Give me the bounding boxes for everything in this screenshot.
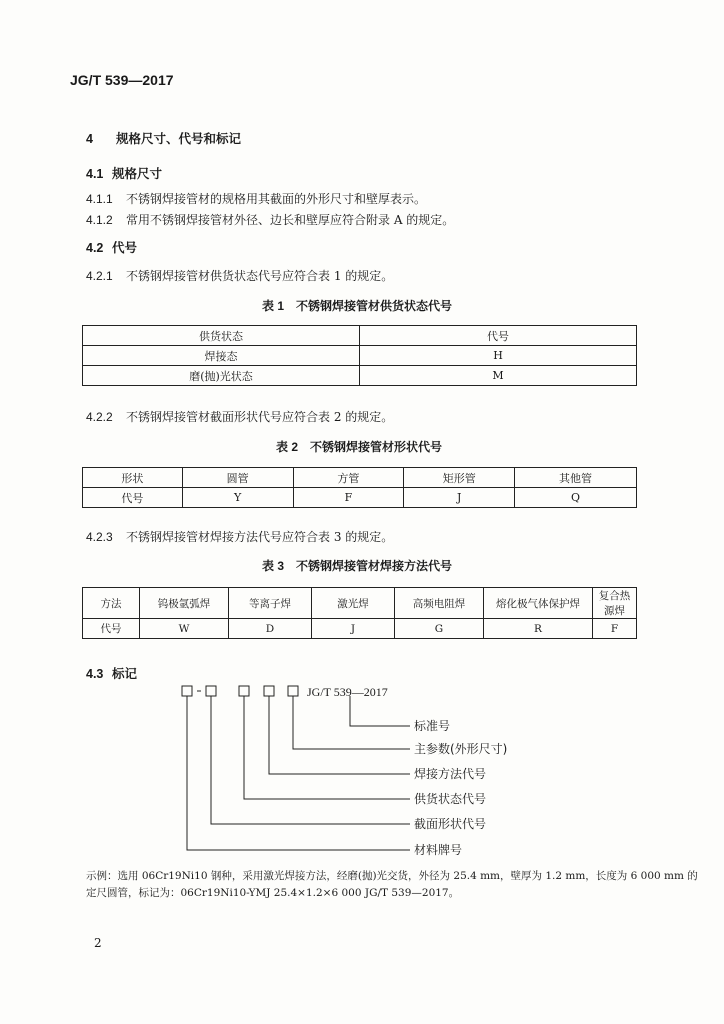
standard-code-header: JG/T 539—2017 (70, 72, 174, 88)
table-cell: F (593, 619, 637, 639)
table-3-caption: 表 3 不锈钢焊接管材焊接方法代号 (262, 559, 453, 573)
section-title: 规格尺寸 (112, 167, 163, 181)
leader-material-grade (187, 696, 410, 850)
paragraph-number: 4.2.1 (86, 269, 113, 283)
table-cell: 代号 (83, 488, 183, 508)
paragraph-4-1-2 (86, 211, 454, 228)
section-title: 规格尺寸、代号和标记 (116, 132, 242, 146)
table-row (83, 488, 637, 508)
marking-label: 主参数(外形尺寸) (414, 742, 508, 756)
table-cell: J (404, 488, 515, 508)
table-cell: 代号 (83, 619, 140, 639)
leader-main-parameter (293, 696, 410, 749)
table-cell: D (229, 619, 312, 639)
section-4-1-heading (86, 164, 162, 182)
table-row (83, 588, 637, 619)
paragraph-4-2-3 (86, 528, 393, 545)
table-cell: M (360, 366, 637, 386)
section-4-3-heading (86, 664, 137, 682)
table-header-cell: 熔化极气体保护焊 (484, 588, 593, 619)
leader-section-shape (211, 696, 410, 824)
section-number: 4.2 (86, 241, 104, 255)
table-header-cell: 方法 (83, 588, 140, 619)
paragraph-4-2-1 (86, 267, 393, 284)
material-grade-box (182, 686, 192, 696)
section-title: 标记 (112, 667, 138, 681)
table-header-cell: 代号 (360, 326, 637, 346)
paragraph-text: 不锈钢焊接管材截面形状代号应符合表 2 的规定。 (126, 410, 394, 424)
table-header-cell: 激光焊 (312, 588, 395, 619)
marking-label: 截面形状代号 (414, 817, 487, 831)
table-cell: G (395, 619, 484, 639)
table-row (83, 468, 637, 488)
table-cell: 磨(抛)光状态 (83, 366, 360, 386)
page-number: 2 (94, 936, 102, 950)
table-header-cell: 圆管 (182, 468, 293, 488)
table-row (83, 366, 637, 386)
section-shape-box (206, 686, 216, 696)
table-3 (82, 587, 637, 639)
section-number: 4.3 (86, 667, 104, 681)
table-cell: 焊接态 (83, 346, 360, 366)
table-row (83, 326, 637, 346)
table-cell: R (484, 619, 593, 639)
marking-label: 材料牌号 (414, 843, 463, 857)
marking-standard-code: JG/T 539—2017 (307, 685, 388, 699)
table-cell: H (360, 346, 637, 366)
paragraph-text: 常用不锈钢焊接管材外径、边长和壁厚应符合附录 A 的规定。 (126, 213, 455, 227)
paragraph-text: 不锈钢焊接管材的规格用其截面的外形尺寸和壁厚表示。 (126, 192, 427, 206)
table-cell: J (312, 619, 395, 639)
section-4-2-heading (86, 238, 137, 256)
table-row (83, 346, 637, 366)
section-number: 4.1 (86, 167, 104, 181)
marking-label: 焊接方法代号 (414, 767, 487, 781)
marking-diagram (180, 680, 540, 865)
main-parameter-box (288, 686, 298, 696)
table-cell: Q (515, 488, 637, 508)
leader-standard (350, 696, 410, 726)
section-4-heading (86, 129, 241, 147)
paragraph-number: 4.2.3 (86, 530, 113, 544)
section-title: 代号 (112, 241, 138, 255)
paragraph-text: 不锈钢焊接管材焊接方法代号应符合表 3 的规定。 (126, 530, 394, 544)
example-line-1: 示例：选用 06Cr19Ni10 钢种，采用激光焊接方法，经磨(抛)光交货，外径为 25.4 mm，壁厚为 1.2 mm，长度为 6 000 mm 的 (86, 870, 698, 882)
supply-state-box (239, 686, 249, 696)
table-header-cell: 供货状态 (83, 326, 360, 346)
paragraph-text: 不锈钢焊接管材供货状态代号应符合表 1 的规定。 (126, 269, 394, 283)
table-row (83, 619, 637, 639)
table-header-cell: 形状 (83, 468, 183, 488)
paragraph-4-2-2 (86, 408, 393, 425)
leader-welding-method (269, 696, 410, 774)
example-line-2: 定尺圆管，标记为：06Cr19Ni10-YMJ 25.4×1.2×6 000 JG/T 539—2017。 (86, 887, 460, 899)
table-2 (82, 467, 637, 508)
table-header-cell: 矩形管 (404, 468, 515, 488)
table-header-cell: 复合热源焊 (593, 588, 637, 619)
marking-label: 供货状态代号 (414, 792, 487, 806)
table-2-caption: 表 2 不锈钢焊接管材形状代号 (276, 440, 443, 454)
section-number: 4 (86, 132, 93, 146)
table-1-caption: 表 1 不锈钢焊接管材供货状态代号 (262, 299, 453, 313)
table-header-cell: 其他管 (515, 468, 637, 488)
paragraph-number: 4.1.2 (86, 213, 113, 227)
marking-label: 标准号 (414, 719, 451, 733)
table-1 (82, 325, 637, 386)
paragraph-number: 4.2.2 (86, 410, 113, 424)
welding-method-box (264, 686, 274, 696)
table-header-cell: 方管 (293, 468, 404, 488)
paragraph-4-1-1 (86, 190, 426, 207)
table-cell: Y (182, 488, 293, 508)
table-cell: W (140, 619, 229, 639)
table-header-cell: 等离子焊 (229, 588, 312, 619)
table-cell: F (293, 488, 404, 508)
table-header-cell: 高频电阻焊 (395, 588, 484, 619)
table-header-cell: 钨极氩弧焊 (140, 588, 229, 619)
paragraph-number: 4.1.1 (86, 192, 113, 206)
